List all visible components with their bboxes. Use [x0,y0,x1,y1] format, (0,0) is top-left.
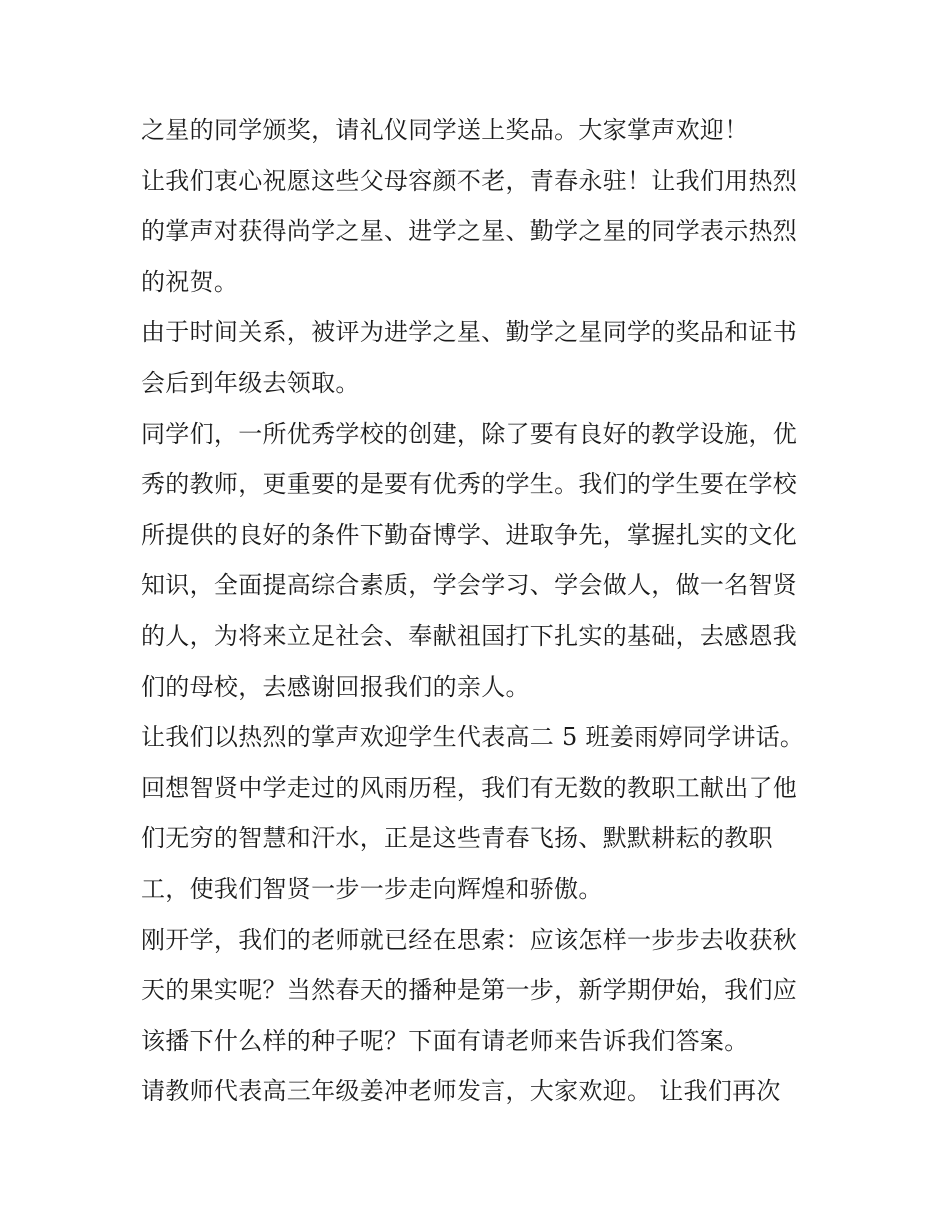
text-line: 的祝贺。 [141,267,239,296]
text-line: 同学们，一所优秀学校的创建，除了要有良好的教学设施，优 [141,419,798,448]
text-line: 们的母校，去感谢回报我们的亲人。 [141,672,530,701]
text-line: 请教师代表高三年级姜冲老师发言，大家欢迎。 让我们再次 [141,1077,781,1106]
text-line: 刚开学，我们的老师就已经在思索：应该怎样一步步去收获秋 [141,925,798,954]
text-line: 让我们以热烈的掌声欢迎学生代表高二 5 班姜雨婷同学讲话。 [141,723,805,752]
text-line: 该播下什么样的种子呢？下面有请老师来告诉我们答案。 [141,1026,749,1055]
text-line: 回想智贤中学走过的风雨历程，我们有无数的教职工献出了他 [141,773,798,802]
text-line: 让我们衷心祝愿这些父母容颜不老，青春永驻！让我们用热烈 [141,166,798,195]
text-line: 由于时间关系，被评为进学之星、勤学之星同学的奖品和证书 [141,318,798,347]
text-line: 知识，全面提高综合素质，学会学习、学会做人，做一名智贤 [141,571,798,600]
text-line: 天的果实呢？当然春天的播种是第一步，新学期伊始，我们应 [141,976,798,1005]
document-body-text [141,105,831,1117]
text-line: 工，使我们智贤一步一步走向辉煌和骄傲。 [141,874,603,903]
text-line: 会后到年级去领取。 [141,368,360,397]
text-line: 的掌声对获得尚学之星、进学之星、勤学之星的同学表示热烈 [141,217,798,246]
text-line: 们无穷的智慧和汗水，正是这些青春飞扬、默默耕耘的教职 [141,824,773,853]
text-line: 之星的同学颁奖，请礼仪同学送上奖品。大家掌声欢迎！ [141,116,749,144]
text-line: 秀的教师，更重要的是要有优秀的学生。我们的学生要在学校 [141,470,798,499]
text-line: 所提供的良好的条件下勤奋博学、进取争先，掌握扎实的文化 [141,520,798,549]
text-line: 的人，为将来立足社会、奉献祖国打下扎实的基础，去感恩我 [141,621,798,650]
